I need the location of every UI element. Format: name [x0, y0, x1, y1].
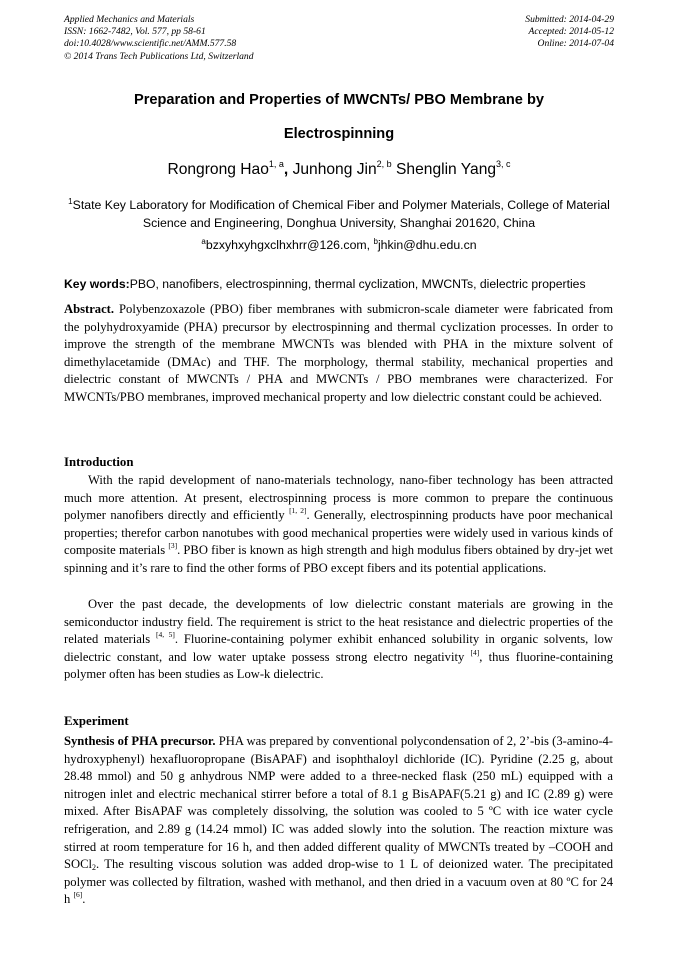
paragraph-text: . — [82, 892, 86, 907]
subscript: 2 — [92, 863, 96, 873]
author-name: Rongrong Hao — [167, 161, 269, 178]
author-name: Shenglin Yang — [396, 161, 497, 178]
experiment-paragraph — [64, 733, 613, 909]
abstract-text: Polybenzoxazole (PBO) fiber membranes with submicron-scale diameter were fabricated from the polyhydroxyamide (PHA) precursor by electrospinning and thermal cyclization processes. In order to improve the strength of the membrane MWCNTs was blended with PHA in the mixture solvent of dimethylacetamide (DMAc) and THF. The morphology, thermal stability, mechanical properties and dielectric constant of MWCNTs / PHA and MWCNTs / PBO membranes were characterized. For MWCNTs/PBO membranes, improved mechanical property and low dielectric constant could be achieved. — [64, 302, 613, 404]
paper-title-line1: Preparation and Properties of MWCNTs/ PBO Membrane by — [133, 92, 545, 108]
paragraph-text: With the rapid development of nano-materials technology, nano-fiber technology has been attracted much more attention. At present, electrospinning process is more common to prepare the continuous polymer nanofibers directly and efficiently — [64, 473, 613, 523]
citation: [4] — [470, 647, 480, 657]
author-emails — [0, 237, 678, 253]
citation: [4, 5] — [156, 630, 175, 640]
submitted-date: Submitted: 2014-04-29 — [525, 14, 614, 25]
accepted-date: Accepted: 2014-05-12 — [528, 26, 614, 38]
paragraph-text: , thus fluorine-containing polymer often has been studies as Low-k dielectric. — [64, 649, 613, 682]
journal-copyright: © 2014 Trans Tech Publications Ltd, Switzerland — [64, 50, 254, 62]
keywords-text: PBO, nanofibers, electrospinning, thermal cyclization, MWCNTs, dielectric properties — [129, 277, 586, 291]
journal-info — [64, 14, 254, 63]
subsection-heading: Synthesis of PHA precursor. — [64, 734, 216, 748]
keywords — [64, 276, 624, 292]
introduction-paragraph-1 — [64, 472, 613, 578]
email-address: bzxyhxyhgxclhxhrr@126.com — [205, 238, 367, 252]
affiliation — [64, 196, 614, 232]
paragraph-text: . PBO fiber is known as high strength and high modulus fibers obtained by dry-jet wet spinning and it’s rare to find the other forms of PBO except fibers and its potential applications. — [64, 543, 614, 575]
keywords-label: Key words: — [64, 277, 130, 291]
paragraph-text: Over the past decade, the developments of low dielectric constant materials are growing in the semiconductor industry field. The requirement is strict to the heat resistance and dielectric properties of the related materials — [64, 597, 613, 647]
paragraph-text: . Generally, electrospinning products have poor mechanical properties; therefor carbon nanotubes with good mechanical properties were widely used in various kinds of composite materials — [64, 508, 613, 558]
author-list — [0, 160, 678, 180]
paragraph-text: . The resulting viscous solution was added drop-wise to 1 L of deionized water. The precipitated polymer was collected by filtration, washed with methanol, and then dried in a vacuum oven at 80 ºC for 24 h — [64, 857, 613, 907]
author-affiliation-mark: 2, b — [376, 159, 392, 169]
section-heading-experiment: Experiment — [64, 714, 129, 728]
journal-name: Applied Mechanics and Materials — [64, 14, 195, 25]
introduction-paragraph-2 — [64, 596, 613, 684]
section-heading-introduction: Introduction — [64, 455, 134, 469]
author-name: Junhong Jin — [292, 161, 377, 178]
email-mark: b — [373, 237, 378, 246]
email-address: jhkin@dhu.edu.cn — [377, 238, 477, 252]
paper-title-line2: Electrospinning — [283, 126, 395, 142]
submission-dates — [525, 14, 614, 51]
abstract-label: Abstract. — [64, 302, 115, 316]
email-mark: a — [201, 237, 206, 246]
affiliation-mark: 1 — [68, 197, 73, 206]
affiliation-text: State Key Laboratory for Modification of Chemical Fiber and Polymer Materials, College of Material Science and Engineering, Donghua University, Shanghai 201620, China — [72, 198, 610, 230]
citation: [6] — [73, 890, 83, 900]
paragraph-text: . Fluorine-containing polymer exhibit enhanced solubility in organic solvents, low dielectric constant, and low water uptake possess strong electro negativity — [64, 632, 613, 664]
journal-doi: doi:10.4028/www.scientific.net/AMM.577.58 — [64, 38, 237, 50]
journal-issn: ISSN: 1662-7482, Vol. 577, pp 58-61 — [64, 26, 206, 38]
citation: [3] — [168, 541, 178, 551]
citation: [1, 2] — [289, 506, 307, 516]
email-separator: , — [366, 238, 374, 252]
author-affiliation-mark: 3, c — [496, 159, 511, 169]
author-separator: , — [283, 161, 293, 178]
online-date: Online: 2014-07-04 — [537, 38, 614, 50]
author-affiliation-mark: 1, a — [268, 159, 284, 169]
paragraph-text: PHA was prepared by conventional polycondensation of 2, 2’-bis (3-amino-4-hydroxyphenyl) hexafluoropropane (BisAPAF) and isophthaloyl dichloride (IC). Pyridine (2.25 g, about 28.48 mmol) and 50 g anhydrous NMP were added to a three-necked flask (250 mL) equipped with a nitrogen inlet and electric mechanical stirrer before a total of 8.1 g BisAPAF(5.21 g) and IC (2.89 g) were mixed. After BisAPAF was completely dissolving, the solution was cooled to 5 ºC with ice water cycle refrigeration, and 2.89 g (14.24 mmol) IC was added slowly into the solution. The reaction mixture was stirred at room temperature for 16 h, and then added different quality of MWCNTs treated by –COOH and SOCl — [64, 734, 614, 872]
abstract — [64, 301, 613, 407]
